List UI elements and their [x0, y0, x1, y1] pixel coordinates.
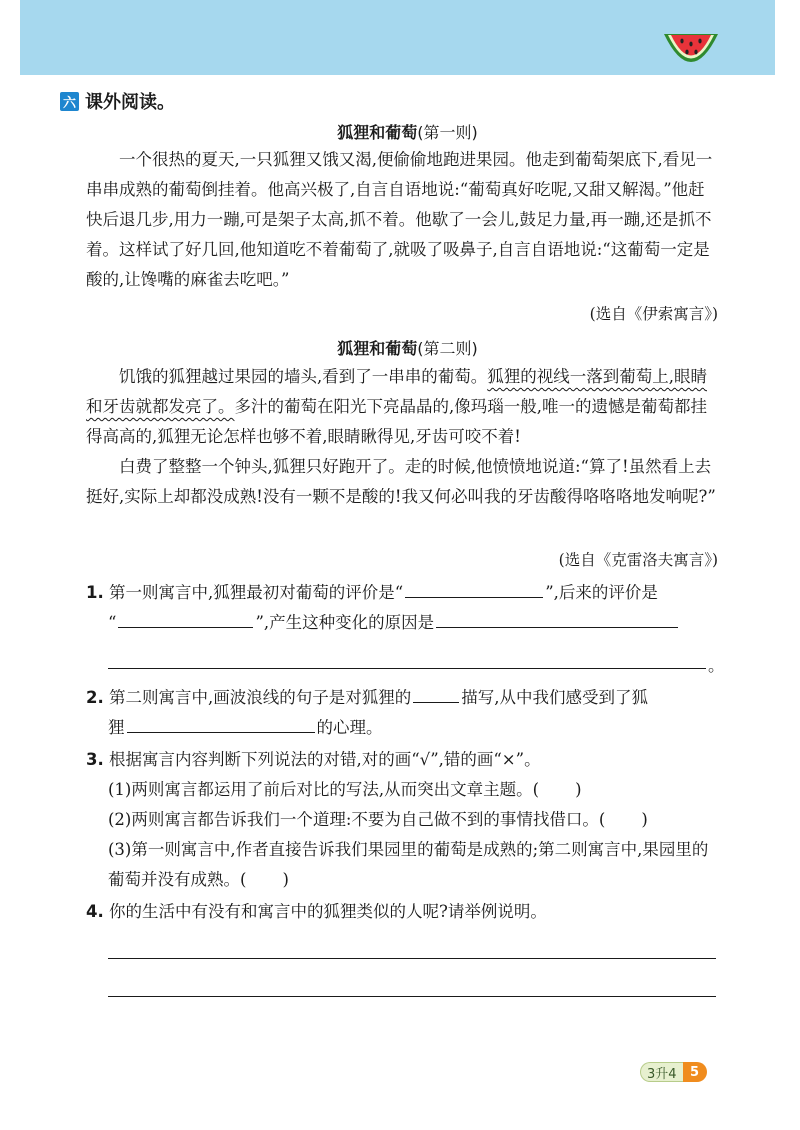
question-1-period: 。 — [708, 656, 725, 675]
question-1 — [86, 578, 721, 638]
section-number-badge: 六 — [60, 92, 79, 111]
story1-heading — [100, 120, 715, 143]
question-4-number: 4. — [86, 902, 104, 921]
question-1-text-b: ”,后来的评价是 — [545, 583, 658, 602]
answer-blank-description-type[interactable] — [413, 684, 459, 703]
story2-paragraph-2: 白费了整整一个钟头,狐狸只好跑开了。走的时候,他愤愤地说道:“算了!虽然看上去挺好,实际上却都没成熟!没有一颗不是酸的!我又何必叫我的牙齿酸得咯咯咯地发响呢?” — [86, 457, 716, 506]
watermelon-icon — [660, 28, 722, 76]
question-2 — [86, 683, 721, 743]
story2-body — [86, 362, 718, 512]
question-2-text-c: 狸 — [108, 718, 125, 737]
question-2-text-b: 描写,从中我们感受到了狐 — [461, 688, 648, 707]
story2-text-after: 多汁的葡萄在阳光下亮晶晶的,像玛瑙一般,唯一的遗憾是葡萄都挂得高高的,狐狸无论怎样也够不着,眼睛瞅得见,牙齿可咬不着! — [86, 397, 707, 446]
section-heading — [60, 88, 175, 114]
judgment-item-2-close: ) — [641, 810, 648, 829]
story2-heading — [100, 336, 715, 359]
answer-blank-reason[interactable] — [436, 609, 678, 628]
answer-blank-later-evaluation[interactable] — [118, 609, 253, 628]
grade-label: 3升4 — [640, 1062, 683, 1082]
question-2-text-a: 第二则寓言中,画波浪线的句子是对狐狸的 — [109, 688, 412, 707]
story2-title: 狐狸和葡萄 — [337, 339, 418, 358]
answer-blank-initial-evaluation[interactable] — [405, 579, 543, 598]
story1-source: (选自《伊索寓言》) — [589, 305, 718, 323]
answer-blank-psychology[interactable] — [127, 714, 315, 733]
judgment-item-1 — [86, 775, 721, 805]
judgment-item-3-close: ) — [282, 870, 289, 889]
judgment-item-3 — [86, 835, 721, 895]
story1-body — [86, 145, 718, 295]
section-title: 课外阅读。 — [85, 92, 175, 113]
story2-source: (选自《克雷洛夫寓言》) — [558, 551, 718, 569]
judgment-item-2 — [86, 805, 721, 835]
judgment-item-1-text: (1)两则寓言都运用了前后对比的写法,从而突出文章主题。( — [108, 780, 540, 799]
judgment-item-2-text: (2)两则寓言都告诉我们一个道理:不要为自己做不到的事情找借口。( — [108, 810, 606, 829]
story2-subtitle: (第二则) — [417, 339, 478, 358]
wavy-underlined-sentence: 狐狸的视线一落到葡萄上,眼睛和牙齿就都发亮了。 — [86, 367, 707, 416]
question-4-text: 你的生活中有没有和寓言中的狐狸类似的人呢?请举例说明。 — [109, 902, 547, 921]
story2-text-before: 饥饿的狐狸越过果园的墙头,看到了一串串的葡萄。 — [119, 367, 488, 386]
question-4 — [86, 897, 721, 927]
question-1-number: 1. — [86, 583, 104, 602]
answer-line-example-1[interactable] — [108, 958, 716, 959]
question-1-text-a: 第一则寓言中,狐狸最初对葡萄的评价是“ — [109, 583, 404, 602]
answer-line-example-2[interactable] — [108, 996, 716, 997]
question-2-text-d: 的心理。 — [316, 718, 383, 737]
question-3 — [86, 745, 721, 895]
question-3-number: 3. — [86, 750, 104, 769]
question-1-text-c: “ — [108, 613, 117, 632]
page-number-badge — [640, 1062, 707, 1082]
page-number: 5 — [683, 1062, 707, 1082]
answer-line-reason-continued[interactable] — [108, 668, 706, 669]
story1-subtitle: (第一则) — [417, 123, 478, 142]
judgment-item-3-text: (3)第一则寓言中,作者直接告诉我们果园里的葡萄是成熟的;第二则寓言中,果园里的葡萄并没有成熟。( — [108, 840, 709, 889]
story1-paragraph: 一个很热的夏天,一只狐狸又饿又渴,便偷偷地跑进果园。他走到葡萄架底下,看见一串串成熟的葡萄倒挂着。他高兴极了,自言自语地说:“葡萄真好吃呢,又甜又解渴。”他赶快后退几步,用力一蹦,可是架子太高,抓不着。他歇了一会儿,鼓足力量,再一蹦,还是抓不着。这样试了好几回,他知道吃不着葡萄了,就吸了吸鼻子,自言自语地说:“这葡萄一定是酸的,让馋嘴的麻雀去吃吧。” — [86, 150, 713, 289]
question-1-text-d: ”,产生这种变化的原因是 — [255, 613, 435, 632]
judgment-item-1-close: ) — [575, 780, 582, 799]
story1-title: 狐狸和葡萄 — [337, 123, 418, 142]
story2-paragraph-1 — [86, 362, 718, 452]
question-2-number: 2. — [86, 688, 104, 707]
question-3-text: 根据寓言内容判断下列说法的对错,对的画“√”,错的画“×”。 — [109, 750, 541, 769]
